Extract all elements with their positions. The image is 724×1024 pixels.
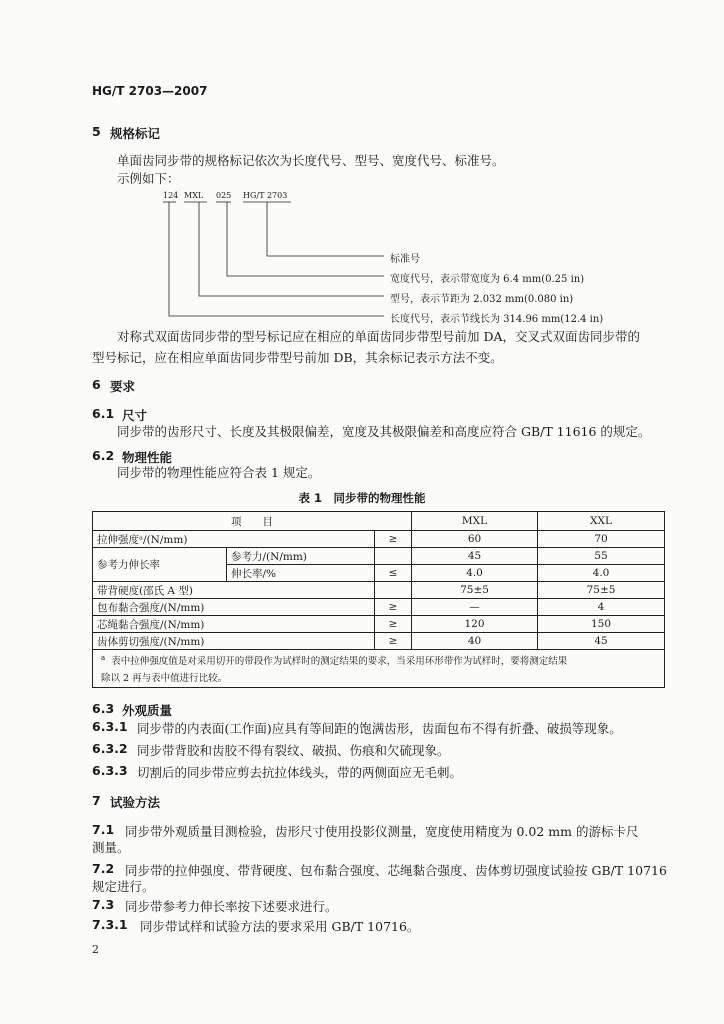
row-symbol: ≥: [375, 599, 412, 616]
item-6-3-3-text: 切割后的同步带应剪去抗拉体线头，带的两侧面应无毛刺。: [137, 765, 463, 780]
section-5-paragraph-2-line-1: 对称式双面齿同步带的型号标记应在相应的单面齿同步带型号前加 DA，交叉式双面齿同步带的: [117, 329, 641, 344]
row-label: 芯绳黏合强度/(N/mm): [93, 616, 375, 633]
item-7-3-number: 7.3: [92, 897, 115, 912]
section-6-3-number: 6.3: [92, 701, 115, 716]
row-value-xxl: 4.0: [538, 565, 665, 582]
label-length-code: 长度代号，表示节线长为 314.96 mm(12.4 in): [390, 314, 604, 325]
row-label: 参考力/(N/mm): [227, 548, 375, 565]
item-6-3-2-text: 同步带背胶和齿胶不得有裂纹、破损、伤痕和欠硫现象。: [137, 743, 450, 758]
section-5-paragraph-2-line-2: 型号标记，应在相应单面齿同步带型号前加 DB，其余标记表示方法不变。: [92, 350, 503, 365]
section-6-1-title: 尺寸: [122, 408, 148, 423]
row-label: 伸长率/%: [227, 565, 375, 582]
footnote-line-1: 表中拉伸强度值是对采用切开的带段作为试样时的测定结果的要求，当采用环形带作为试样时，要将测定结果: [111, 656, 568, 668]
table-row: [93, 616, 665, 633]
row-value-mxl: —: [412, 599, 538, 616]
label-type-code: 型号，表示节距为 2.032 mm(0.080 in): [390, 294, 574, 305]
item-7-2-line-1: 同步带的拉伸强度、带背硬度、包布黏合强度、芯绳黏合强度、齿体剪切强度试验按 GB/T 10716: [125, 863, 667, 878]
row-value-xxl: 45: [538, 633, 665, 650]
item-7-1-number: 7.1: [92, 822, 115, 837]
item-7-3-1-number: 7.3.1: [92, 917, 128, 932]
row-value-mxl: 75±5: [412, 582, 538, 599]
table-footnote-row: [93, 650, 665, 688]
row-label: 拉伸强度ᵃ/(N/mm): [93, 531, 375, 548]
example-code-width: 025: [216, 191, 232, 200]
item-7-3-1-text: 同步带试样和试验方法的要求采用 GB/T 10716。: [140, 919, 420, 934]
row-label: 齿体剪切强度/(N/mm): [93, 633, 375, 650]
row-value-xxl: 4: [538, 599, 665, 616]
section-7-heading: 试验方法: [110, 795, 161, 810]
row-symbol: ≥: [375, 633, 412, 650]
item-6-3-1-text: 同步带的内表面(工作面)应具有等间距的饱满齿形，齿面包布不得有折叠、破损等现象。: [137, 721, 622, 736]
item-7-1-line-1: 同步带外观质量目测检验，齿形尺寸使用投影仪测量，宽度使用精度为 0.02 mm 的游标卡尺: [125, 824, 639, 839]
table-row: [93, 548, 665, 565]
header-mxl: MXL: [412, 512, 538, 531]
row-value-mxl: 4.0: [412, 565, 538, 582]
page-number: 2: [92, 943, 99, 956]
row-value-xxl: 70: [538, 531, 665, 548]
section-6-2-title: 物理性能: [122, 450, 173, 465]
table-header-row: [93, 512, 665, 531]
item-7-3-text: 同步带参考力伸长率按下述要求进行。: [125, 899, 338, 914]
table-row: [93, 599, 665, 616]
example-code-length: 124: [163, 191, 179, 200]
table-footnote: [93, 650, 665, 688]
item-6-3-2-number: 6.3.2: [92, 741, 128, 756]
row-symbol: [375, 582, 412, 599]
item-6-3-1-number: 6.3.1: [92, 719, 128, 734]
table-row: [93, 582, 665, 599]
example-code-standard: HG/T 2703: [243, 191, 288, 200]
row-value-xxl: 75±5: [538, 582, 665, 599]
table-1-caption: 表 1 同步带的物理性能: [298, 491, 426, 505]
label-width-code: 宽度代号，表示带宽度为 6.4 mm(0.25 in): [390, 274, 585, 285]
row-symbol: ≥: [375, 531, 412, 548]
row-label: 包布黏合强度/(N/mm): [93, 599, 375, 616]
section-5-paragraph: 单面齿同步带的规格标记依次为长度代号、型号、宽度代号、标准号。: [117, 153, 505, 168]
row-value-mxl: 60: [412, 531, 538, 548]
section-6-1-number: 6.1: [92, 406, 115, 421]
row-value-mxl: 45: [412, 548, 538, 565]
header-item: 项 目: [93, 512, 412, 531]
row-value-mxl: 40: [412, 633, 538, 650]
section-5-example-intro: 示例如下：: [117, 171, 180, 186]
section-6-3-title: 外观质量: [122, 703, 173, 718]
section-6-heading: 要求: [110, 379, 136, 394]
document-id: HG/T 2703—2007: [92, 84, 208, 98]
section-7-number: 7: [92, 793, 101, 808]
section-5-number: 5: [92, 124, 101, 139]
label-standard: 标准号: [390, 254, 420, 265]
row-label: 带背硬度(邵氏 A 型): [93, 582, 375, 599]
row-value-xxl: 55: [538, 548, 665, 565]
example-code-type: MXL: [184, 191, 204, 200]
footnote-mark: a: [101, 654, 106, 662]
table-row: [93, 531, 665, 548]
item-6-3-3-number: 6.3.3: [92, 763, 128, 778]
item-7-2-number: 7.2: [92, 861, 115, 876]
row-value-mxl: 120: [412, 616, 538, 633]
row-group-label: 参考力伸长率: [93, 548, 227, 582]
row-symbol: [375, 548, 412, 565]
physical-properties-table: [92, 511, 665, 688]
section-6-2-number: 6.2: [92, 448, 115, 463]
header-xxl: XXL: [538, 512, 665, 531]
marking-leader-lines: [0, 0, 724, 330]
section-6-number: 6: [92, 377, 101, 392]
footnote-line-2: 除以 2 再与表中值进行比较。: [101, 673, 228, 685]
row-symbol: ≥: [375, 616, 412, 633]
section-6-2-text: 同步带的物理性能应符合表 1 规定。: [117, 465, 321, 480]
row-value-xxl: 150: [538, 616, 665, 633]
item-7-2-line-2: 规定进行。: [92, 879, 155, 894]
row-symbol: ≤: [375, 565, 412, 582]
section-6-1-text: 同步带的齿形尺寸、长度及其极限偏差，宽度及其极限偏差和高度应符合 GB/T 11616 的规定。: [117, 424, 651, 439]
table-row: [93, 633, 665, 650]
section-5-heading: 规格标记: [110, 126, 161, 141]
item-7-1-line-2: 测量。: [92, 840, 130, 855]
